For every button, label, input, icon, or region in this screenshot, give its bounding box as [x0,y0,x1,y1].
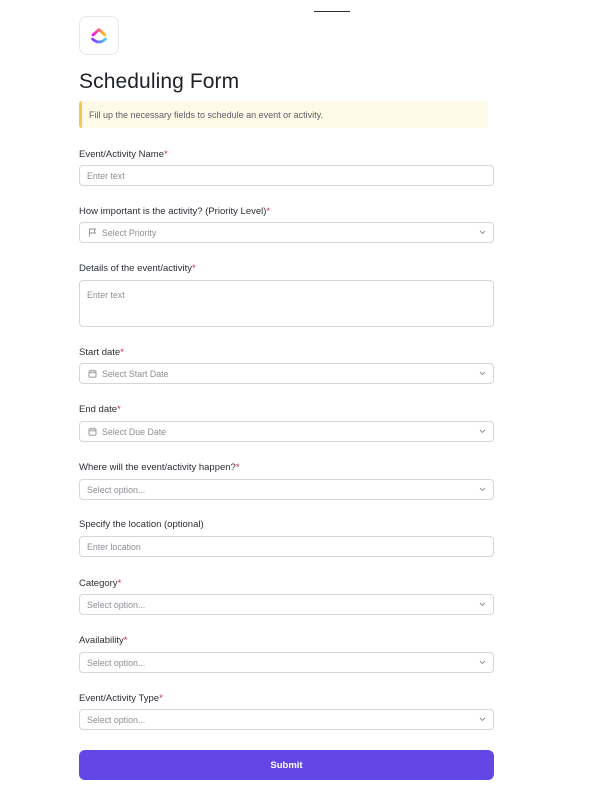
availability-select[interactable] [79,652,494,673]
field-label: Specify the location (optional) [79,519,204,530]
date-placeholder: Select Start Date [102,368,169,379]
field-event-type [79,692,494,725]
select-placeholder: Select option... [87,714,146,725]
category-select[interactable] [79,594,494,615]
date-placeholder: Select Due Date [102,426,167,437]
field-label: Start date* [79,347,124,358]
field-label: Category* [79,578,122,589]
input-placeholder: Enter location [87,541,141,552]
event-type-select[interactable] [79,709,494,730]
field-start-date [79,346,494,379]
field-end-date [79,403,494,437]
field-where [79,461,494,495]
field-label: Availability* [79,635,128,646]
chevron-down-icon [478,486,486,494]
select-placeholder: Select option... [87,657,146,668]
textarea-placeholder: Enter text [87,290,125,300]
field-label: End date* [79,404,121,415]
start-date-picker[interactable] [79,363,494,384]
chevron-down-icon [478,659,486,667]
field-label: Details of the event/activity* [79,263,196,274]
field-category [79,577,494,610]
chevron-down-icon [478,370,486,378]
select-placeholder: Select option... [87,484,146,495]
field-location [79,518,494,552]
field-availability [79,634,494,668]
form-notice: Fill up the necessary fields to schedule an event or activity. [79,101,488,128]
details-textarea[interactable] [79,280,494,327]
select-placeholder: Select option... [87,599,146,610]
flag-icon [87,228,97,238]
select-placeholder: Select Priority [102,227,157,238]
top-tab-indicator [314,0,350,12]
where-select[interactable] [79,479,494,500]
field-priority [79,205,494,238]
logo [79,16,119,55]
input-placeholder: Enter text [87,170,125,181]
field-label: Where will the event/activity happen?* [79,462,240,473]
field-label: Event/Activity Type* [79,693,163,704]
event-name-input[interactable] [79,165,494,186]
chevron-down-icon [478,428,486,436]
field-label: Event/Activity Name* [79,149,168,160]
calendar-icon [87,369,97,379]
priority-select[interactable] [79,222,494,243]
calendar-icon [87,427,97,437]
field-event-name [79,148,494,181]
field-label: How important is the activity? (Priority Level)* [79,206,271,217]
page-title: Scheduling Form [79,70,240,93]
field-details [79,262,494,300]
chevron-down-icon [478,716,486,724]
location-input[interactable] [79,536,494,557]
chevron-down-icon [478,229,486,237]
submit-button[interactable]: Submit [79,750,494,780]
clickup-logo-icon [90,26,108,46]
end-date-picker[interactable] [79,421,494,442]
chevron-down-icon [478,601,486,609]
